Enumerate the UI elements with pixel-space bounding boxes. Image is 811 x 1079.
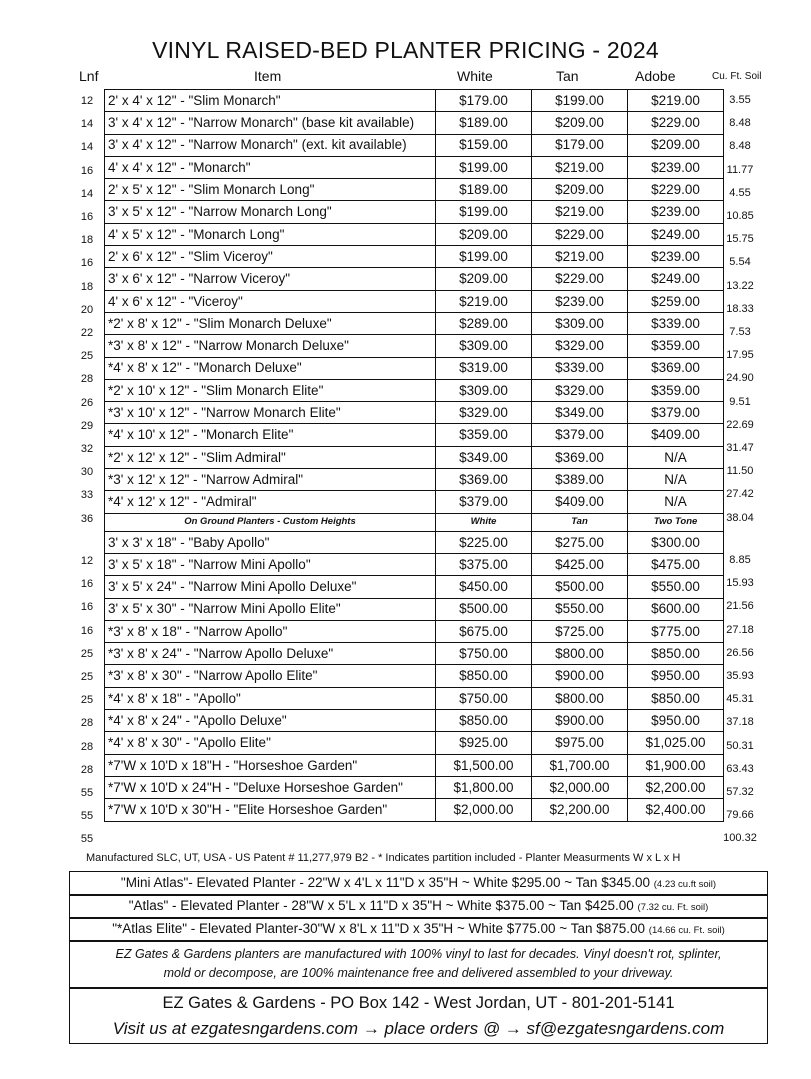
price-two-tone: $950.00: [628, 665, 724, 687]
lnf-value: 16: [80, 578, 94, 591]
table-row: [105, 290, 724, 312]
price-tan: $725.00: [532, 620, 628, 642]
price-white: $209.00: [436, 223, 532, 245]
blurb-line-2: mold or decompose, are 100% maintenance free and delivered assembled to your driveway.: [163, 966, 674, 980]
price-tan: $209.00: [532, 179, 628, 201]
price-tan: $2,000.00: [532, 776, 628, 798]
table-row: [105, 754, 724, 776]
atlas-soil: (14.66 cu. Ft. soil): [648, 925, 725, 936]
cu-ft-value: 37.18: [726, 716, 754, 729]
item-name: *2' x 10' x 12" - "Slim Monarch Elite": [108, 382, 324, 398]
lnf-value: 12: [80, 95, 94, 107]
lnf-value: 33: [80, 489, 94, 502]
price-white: $379.00: [436, 491, 532, 513]
item-name: *7'W x 10'D x 30"H - "Elite Horseshoe Garden": [105, 799, 436, 821]
price-tan: $425.00: [532, 553, 628, 575]
price-adobe: $249.00: [628, 223, 724, 245]
price-tan: $2,200.00: [532, 799, 628, 821]
table-row: [105, 335, 724, 357]
table-row: [105, 246, 724, 268]
price-white: $225.00: [436, 531, 532, 553]
price-tan: $329.00: [532, 379, 628, 401]
item-name: 3' x 6' x 12" - "Narrow Viceroy": [108, 271, 291, 287]
cu-ft-value: 57.32: [726, 786, 754, 798]
table-row: [105, 112, 724, 134]
price-tan: $349.00: [532, 402, 628, 424]
lnf-value: 16: [80, 624, 94, 637]
lnf-value: 12: [80, 555, 94, 567]
cu-ft-value: 15.75: [726, 233, 754, 246]
item-name: 2' x 6' x 12" - "Slim Viceroy": [108, 248, 273, 264]
price-adobe: $209.00: [628, 134, 724, 156]
cu-ft-value: 17.95: [726, 349, 754, 362]
subheader-white: White: [436, 513, 532, 531]
item-cell: [105, 424, 436, 446]
price-adobe: N/A: [628, 469, 724, 491]
cu-ft-value: 45.31: [726, 693, 754, 706]
table-row: [105, 598, 724, 620]
price-tan: $229.00: [532, 268, 628, 290]
item-cell: [105, 134, 436, 156]
price-adobe: $409.00: [628, 424, 724, 446]
item-name: 4' x 6' x 12" - "Viceroy": [108, 293, 243, 309]
cu-ft-value: 35.93: [726, 670, 754, 682]
cu-ft-value: 18.33: [726, 302, 754, 315]
blurb-line-1: EZ Gates & Gardens planters are manufactured with 100% vinyl to last for decades. Vinyl doesn't rot, splinter,: [115, 947, 722, 961]
item-name: *4' x 10' x 12" - "Monarch Elite": [108, 427, 294, 443]
item-cell: [105, 268, 436, 290]
price-white: $925.00: [436, 732, 532, 754]
cu-ft-value: 38.04: [726, 511, 754, 524]
price-white: $329.00: [436, 402, 532, 424]
subheader-two-tone: Two Tone: [628, 513, 724, 531]
price-white: $189.00: [436, 112, 532, 134]
header-lnf: Lnf: [79, 68, 99, 84]
price-adobe: $359.00: [628, 379, 724, 401]
cu-ft-value: 3.55: [729, 94, 751, 106]
header-white: White: [457, 68, 493, 84]
table-row: [105, 710, 724, 732]
item-name: *4' x 8' x 24" - "Apollo Deluxe": [105, 710, 436, 732]
price-tan: $219.00: [532, 246, 628, 268]
cu-ft-value: 31.47: [726, 442, 754, 454]
item-cell: [105, 446, 436, 468]
item-name: *4' x 8' x 12" - "Monarch Deluxe": [108, 360, 302, 376]
item-cell: [105, 156, 436, 178]
item-name: *4' x 12' x 12" - "Admiral": [108, 494, 257, 510]
price-two-tone: $950.00: [628, 710, 724, 732]
atlas-row-atlas: [69, 894, 768, 919]
header-cu-ft: Cu. Ft. Soil: [712, 71, 762, 82]
price-tan: $900.00: [532, 710, 628, 732]
price-white: $750.00: [436, 687, 532, 709]
price-white: $850.00: [436, 665, 532, 687]
price-tan: $239.00: [532, 290, 628, 312]
item-cell: [105, 402, 436, 424]
table-row: [105, 446, 724, 468]
lnf-value: 20: [80, 303, 94, 316]
table-row: [105, 134, 724, 156]
price-white: $349.00: [436, 446, 532, 468]
item-name: 4' x 5' x 12" - "Monarch Long": [108, 226, 285, 242]
cu-ft-value: 24.90: [726, 372, 754, 385]
price-white: $500.00: [436, 598, 532, 620]
price-tan: $900.00: [532, 665, 628, 687]
price-tan: $409.00: [532, 491, 628, 513]
atlas-soil: (7.32 cu. Ft. soil): [637, 902, 709, 913]
lnf-value: 28: [80, 763, 94, 776]
lnf-value: 16: [80, 211, 94, 223]
price-adobe: $239.00: [628, 201, 724, 223]
subheader-tan: Tan: [532, 513, 628, 531]
lnf-value: 28: [80, 373, 94, 386]
price-tan: $389.00: [532, 469, 628, 491]
price-two-tone: $300.00: [628, 531, 724, 553]
price-white: $2,000.00: [436, 799, 532, 821]
price-white: $199.00: [436, 201, 532, 223]
cu-ft-value: 5.54: [729, 256, 751, 269]
table-row: [105, 553, 724, 575]
price-tan: $219.00: [532, 156, 628, 178]
item-name: 2' x 5' x 12" - "Slim Monarch Long": [108, 182, 315, 198]
price-tan: $369.00: [532, 446, 628, 468]
price-adobe: $259.00: [628, 290, 724, 312]
price-tan: $339.00: [532, 357, 628, 379]
price-tan: $199.00: [532, 90, 628, 112]
cu-ft-value: 8.85: [729, 554, 751, 566]
price-white: $850.00: [436, 710, 532, 732]
item-name: *2' x 8' x 12" - "Slim Monarch Deluxe": [108, 315, 332, 331]
item-name: 3' x 5' x 12" - "Narrow Monarch Long": [108, 204, 332, 220]
table-row: [105, 379, 724, 401]
header-adobe: Adobe: [635, 68, 676, 84]
item-name: 3' x 4' x 12" - "Narrow Monarch": [108, 137, 298, 153]
lnf-value: 55: [80, 833, 94, 846]
atlas-row-elite: [69, 917, 768, 942]
item-cell: [105, 469, 436, 491]
price-white: $369.00: [436, 469, 532, 491]
lnf-value: 29: [80, 419, 94, 432]
price-two-tone: $475.00: [628, 553, 724, 575]
table-row: [105, 402, 724, 424]
contact-box: [69, 988, 768, 1044]
table-row: [105, 799, 724, 821]
table-row: [105, 201, 724, 223]
cu-ft-value: 26.56: [726, 646, 754, 659]
cu-ft-value: 100.32: [723, 832, 757, 845]
item-cell: [105, 201, 436, 223]
price-white: $189.00: [436, 179, 532, 201]
cu-ft-value: 11.50: [726, 465, 754, 478]
price-adobe: $229.00: [628, 112, 724, 134]
subheader-title: On Ground Planters - Custom Heights: [105, 513, 436, 531]
table-row: [105, 156, 724, 178]
lnf-value: 30: [80, 466, 94, 479]
price-two-tone: $550.00: [628, 576, 724, 598]
table-row: [105, 90, 724, 112]
price-tan: $219.00: [532, 201, 628, 223]
price-white: $1,800.00: [436, 776, 532, 798]
cu-ft-value: 9.51: [729, 395, 751, 408]
atlas-text: "Mini Atlas"- Elevated Planter - 22"W x 4'L x 11"D x 35"H ~ White $295.00 ~ Tan $345.00: [120, 875, 650, 890]
lnf-value: 14: [80, 118, 94, 131]
price-white: $289.00: [436, 312, 532, 334]
cu-ft-value: 27.18: [726, 623, 754, 636]
price-tan: $209.00: [532, 112, 628, 134]
price-adobe: $359.00: [628, 335, 724, 357]
item-name: *4' x 8' x 30" - "Apollo Elite": [105, 732, 436, 754]
price-white: $750.00: [436, 643, 532, 665]
table-row: [105, 469, 724, 491]
price-tan: $800.00: [532, 687, 628, 709]
price-adobe: $229.00: [628, 179, 724, 201]
cu-ft-value: 27.42: [726, 488, 754, 501]
price-tan: $229.00: [532, 223, 628, 245]
item-name: *3' x 8' x 18" - "Narrow Apollo": [105, 620, 436, 642]
price-tan: $800.00: [532, 643, 628, 665]
item-name: *3' x 8' x 12" - "Narrow Monarch Deluxe": [108, 338, 349, 354]
page-title: VINYL RAISED-BED PLANTER PRICING - 2024: [152, 37, 659, 63]
item-cell: [105, 491, 436, 513]
price-tan: $275.00: [532, 531, 628, 553]
lnf-value: 18: [80, 280, 94, 293]
item-cell: [105, 112, 436, 134]
item-name: 3' x 5' x 30" - "Narrow Mini Apollo Elite": [105, 598, 436, 620]
price-white: $359.00: [436, 424, 532, 446]
item-name: 2' x 4' x 12" - "Slim Monarch": [108, 92, 281, 108]
price-two-tone: $600.00: [628, 598, 724, 620]
table-row: [105, 665, 724, 687]
price-white: $199.00: [436, 156, 532, 178]
item-cell: [105, 246, 436, 268]
price-white: $1,500.00: [436, 754, 532, 776]
price-tan: $975.00: [532, 732, 628, 754]
lnf-value: 28: [80, 740, 94, 753]
lnf-value: 14: [80, 187, 94, 200]
cu-ft-value: 13.22: [726, 279, 754, 292]
lnf-value: 55: [80, 787, 94, 799]
price-adobe: N/A: [628, 491, 724, 513]
price-adobe: $249.00: [628, 268, 724, 290]
price-two-tone: $2,200.00: [628, 776, 724, 798]
lnf-value: 36: [80, 512, 94, 525]
price-two-tone: $1,025.00: [628, 732, 724, 754]
table-row: [105, 223, 724, 245]
price-white: $199.00: [436, 246, 532, 268]
item-name: *3' x 8' x 24" - "Narrow Apollo Deluxe": [105, 643, 436, 665]
lnf-value: 16: [80, 601, 94, 614]
lnf-value: 22: [80, 327, 94, 339]
item-name: 3' x 5' x 24" - "Narrow Mini Apollo Deluxe": [105, 576, 436, 598]
price-adobe: $369.00: [628, 357, 724, 379]
cu-ft-value: 21.56: [726, 600, 754, 613]
price-white: $375.00: [436, 553, 532, 575]
cu-ft-value: 4.55: [729, 186, 751, 199]
item-name: *3' x 10' x 12" - "Narrow Monarch Elite": [108, 405, 341, 421]
item-name: 3' x 4' x 12" - "Narrow Monarch": [108, 115, 298, 131]
atlas-row-mini: [69, 871, 768, 896]
lnf-value: 55: [80, 810, 94, 823]
cu-ft-value: 63.43: [726, 762, 754, 775]
lnf-value: 16: [80, 257, 94, 270]
price-adobe: N/A: [628, 446, 724, 468]
price-two-tone: $850.00: [628, 687, 724, 709]
atlas-soil: (4.23 cu.ft soil): [653, 879, 717, 890]
footnote: Manufactured SLC, UT, USA - US Patent # 11,277,979 B2 - * Indicates partition included - Planter Measurments W x L x H: [86, 852, 681, 864]
item-name: 4' x 4' x 12" - "Monarch": [108, 159, 251, 175]
lnf-value: 18: [80, 234, 94, 247]
cu-ft-value: 8.48: [729, 117, 751, 130]
item-name: *7'W x 10'D x 18"H - "Horseshoe Garden": [105, 754, 436, 776]
price-adobe: $239.00: [628, 156, 724, 178]
info-blurb: [69, 940, 768, 988]
item-cell: [105, 290, 436, 312]
table-row: [105, 531, 724, 553]
cu-ft-value: 10.85: [726, 210, 754, 222]
contact-address: EZ Gates & Gardens - PO Box 142 - West Jordan, UT - 801-201-5141: [162, 994, 675, 1012]
item-name: 3' x 3' x 18" - "Baby Apollo": [105, 531, 436, 553]
cu-ft-value: 50.31: [726, 739, 754, 752]
cu-ft-value: 22.69: [726, 418, 754, 431]
price-two-tone: $775.00: [628, 620, 724, 642]
price-two-tone: $2,400.00: [628, 799, 724, 821]
lnf-value: 32: [80, 443, 94, 455]
price-tan: $550.00: [532, 598, 628, 620]
item-name: 3' x 5' x 18" - "Narrow Mini Apollo": [105, 553, 436, 575]
item-name: *3' x 12' x 12" - "Narrow Admiral": [108, 471, 304, 487]
item-name: *7'W x 10'D x 24"H - "Deluxe Horseshoe Garden": [105, 776, 436, 798]
lnf-value: 26: [80, 396, 94, 409]
header-item: Item: [254, 68, 282, 84]
table-row: [105, 424, 724, 446]
lnf-value: 14: [80, 141, 94, 154]
price-tan: $309.00: [532, 312, 628, 334]
item-name: *4' x 8' x 18" - "Apollo": [105, 687, 436, 709]
item-note: (ext. kit available): [301, 137, 407, 153]
price-tan: $1,700.00: [532, 754, 628, 776]
price-two-tone: $850.00: [628, 643, 724, 665]
lnf-value: 16: [80, 164, 94, 177]
table-row: [105, 357, 724, 379]
price-two-tone: $1,900.00: [628, 754, 724, 776]
price-tan: $329.00: [532, 335, 628, 357]
item-note: (base kit available): [301, 115, 415, 131]
table-row: [105, 732, 724, 754]
price-white: $159.00: [436, 134, 532, 156]
table-row: [105, 620, 724, 642]
price-white: $450.00: [436, 576, 532, 598]
table-row: [105, 179, 724, 201]
item-cell: [105, 179, 436, 201]
price-white: $219.00: [436, 290, 532, 312]
price-table: [104, 89, 724, 822]
cu-ft-value: 11.77: [726, 163, 754, 176]
price-adobe: $339.00: [628, 312, 724, 334]
atlas-text: "*Atlas Elite" - Elevated Planter-30"W x 8'L x 11"D x 35"H ~ White $775.00 ~ Tan $875.00: [112, 921, 646, 936]
price-adobe: $219.00: [628, 90, 724, 112]
table-row: [105, 312, 724, 334]
item-cell: [105, 379, 436, 401]
item-name: *3' x 8' x 30" - "Narrow Apollo Elite": [105, 665, 436, 687]
price-tan: $179.00: [532, 134, 628, 156]
table-row: [105, 268, 724, 290]
price-tan: $379.00: [532, 424, 628, 446]
price-white: $309.00: [436, 335, 532, 357]
table-row: [105, 576, 724, 598]
item-name: *2' x 12' x 12" - "Slim Admiral": [108, 449, 286, 465]
header-tan: Tan: [556, 68, 579, 84]
table-row: [105, 776, 724, 798]
table-row: [105, 643, 724, 665]
lnf-value: 25: [80, 350, 94, 363]
subheader-row: [105, 513, 724, 531]
item-cell: [105, 357, 436, 379]
atlas-text: "Atlas" - Elevated Planter - 28"W x 5'L x 11"D x 35"H ~ White $375.00 ~ Tan $425.00: [128, 898, 634, 913]
table-row: [105, 491, 724, 513]
cu-ft-value: 7.53: [729, 326, 751, 338]
cu-ft-value: 8.48: [729, 140, 751, 153]
table-row: [105, 687, 724, 709]
price-white: $319.00: [436, 357, 532, 379]
price-adobe: $239.00: [628, 246, 724, 268]
item-cell: [105, 312, 436, 334]
item-cell: [105, 90, 436, 112]
item-cell: [105, 223, 436, 245]
cu-ft-value: 15.93: [726, 577, 754, 590]
price-tan: $500.00: [532, 576, 628, 598]
price-white: $179.00: [436, 90, 532, 112]
price-white: $309.00: [436, 379, 532, 401]
item-cell: [105, 335, 436, 357]
lnf-value: 25: [80, 647, 94, 660]
lnf-value: 25: [80, 671, 94, 683]
contact-web: Visit us at ezgatesngardens.com → place orders @ → sf@ezgatesngardens.com: [112, 1019, 725, 1038]
price-white: $209.00: [436, 268, 532, 290]
lnf-value: 25: [80, 694, 94, 707]
cu-ft-value: 79.66: [726, 809, 754, 822]
lnf-value: 28: [80, 717, 94, 730]
price-adobe: $379.00: [628, 402, 724, 424]
price-white: $675.00: [436, 620, 532, 642]
